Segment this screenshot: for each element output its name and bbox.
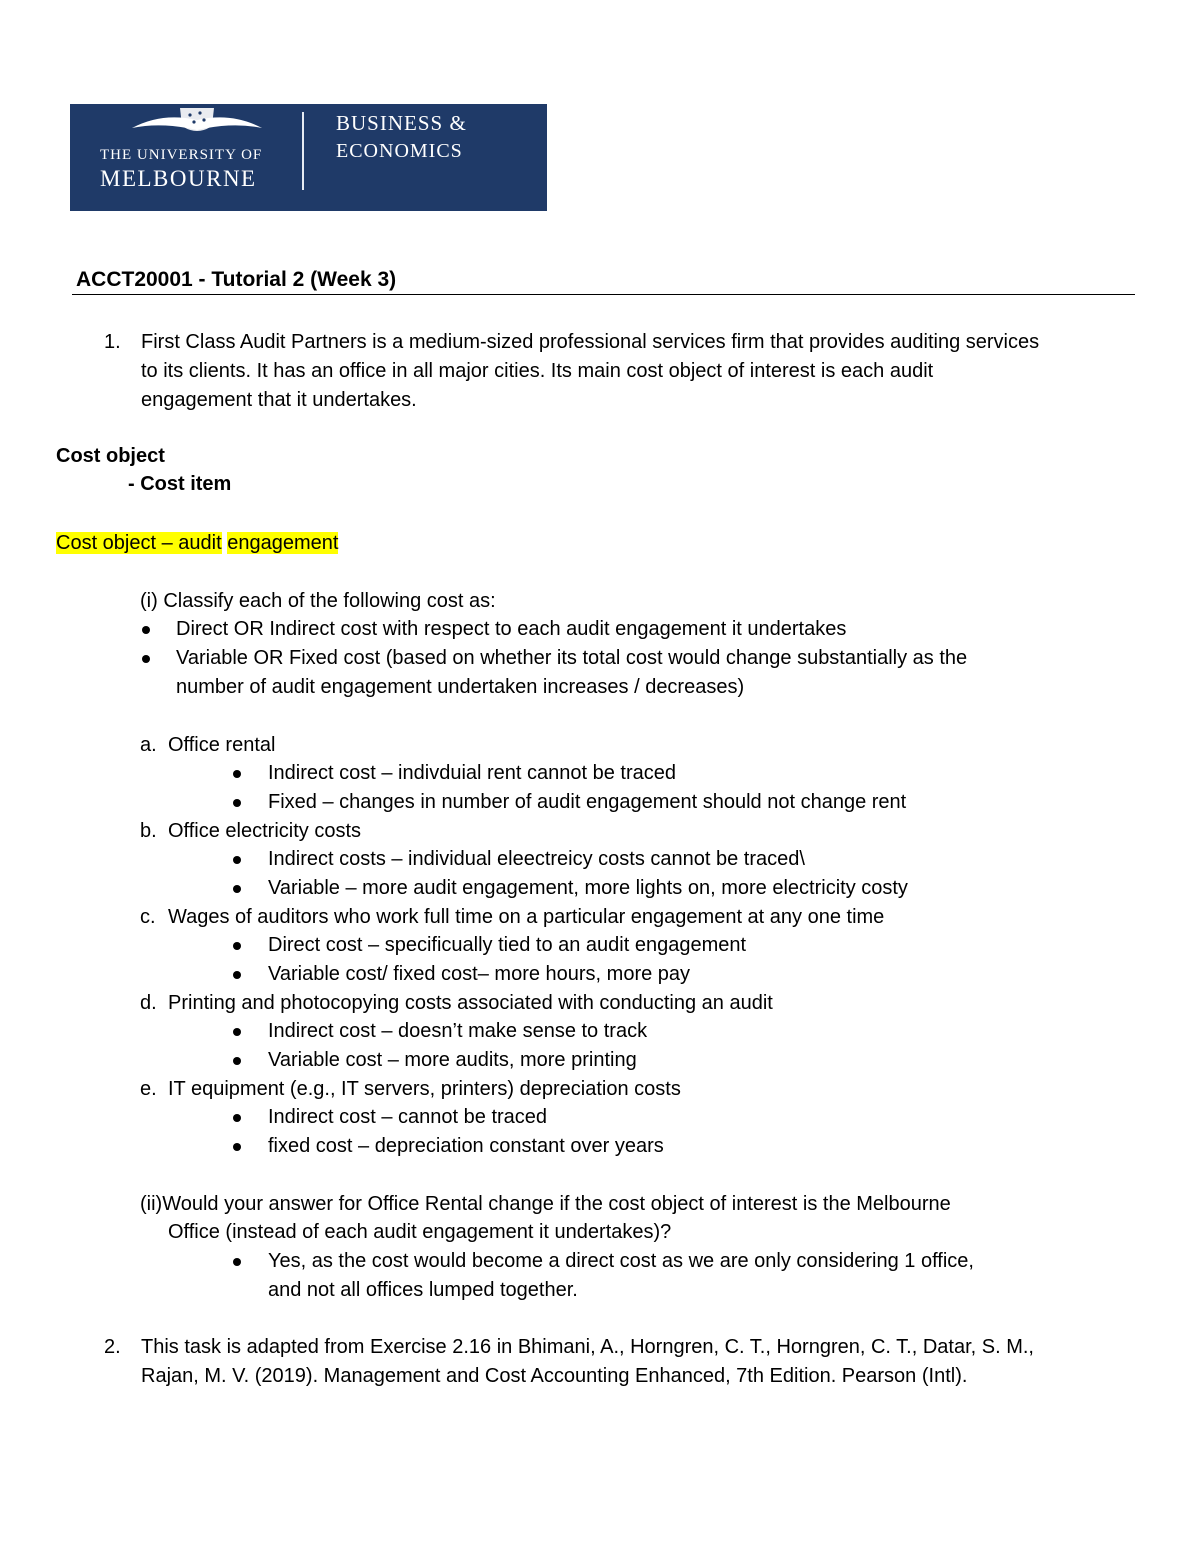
question-1-text: First Class Audit Partners is a medium-sized professional services firm that provides auditing services to its clients. It has an office in all major cities. Its main cost object of interest is each audit engagement that it undertakes.: [141, 331, 1040, 411]
logo-university-line2: MELBOURNE: [100, 166, 257, 191]
part-i-intro: (i) Classify each of the following cost as:: [140, 590, 496, 612]
item-c-answer-1: Direct cost – specificually tied to an audit engagement: [268, 934, 747, 956]
bullet-icon: [233, 885, 241, 893]
bullet-icon: [233, 799, 241, 807]
item-a-answer-2: Fixed – changes in number of audit engagement should not change rent: [268, 791, 907, 813]
cost-object-heading: Cost object: [56, 445, 165, 467]
bullet-icon: [233, 856, 241, 864]
item-e-label: e.: [140, 1078, 157, 1100]
highlight-part2: engagement: [227, 532, 339, 554]
highlighted-cost-object: [56, 529, 338, 558]
part-ii-answer-line1: Yes, as the cost would become a direct cost as we are only considering 1 office,: [268, 1250, 974, 1272]
logo-faculty-line1: BUSINESS &: [336, 111, 467, 135]
part-i-bullet-2: Variable OR Fixed cost (based on whether its total cost would change substantially as the: [176, 647, 968, 669]
item-c-answer-2: Variable cost/ fixed cost– more hours, more pay: [268, 963, 691, 985]
item-e-title: IT equipment (e.g., IT servers, printers) depreciation costs: [168, 1078, 681, 1100]
bullet-icon: [233, 971, 241, 979]
item-b-answer-2: Variable – more audit engagement, more lights on, more electricity costy: [268, 877, 908, 899]
part-i-bullet-1: Direct OR Indirect cost with respect to each audit engagement it undertakes: [176, 618, 847, 640]
item-e-answer-2: fixed cost – depreciation constant over years: [268, 1135, 664, 1157]
bullet-icon: [233, 942, 241, 950]
item-d-title: Printing and photocopying costs associated with conducting an audit: [168, 992, 773, 1014]
university-logo: [70, 104, 547, 211]
bullet-icon: [233, 1114, 241, 1122]
title-underline: [72, 294, 1135, 295]
item-a-label: a.: [140, 734, 157, 756]
item-e-answer-1: Indirect cost – cannot be traced: [268, 1106, 548, 1128]
item-c-title: Wages of auditors who work full time on a particular engagement at any one time: [168, 906, 885, 928]
highlight-part1: Cost object – audit: [56, 532, 222, 554]
item-b-answer-1: Indirect costs – individual eleectreicy costs cannot be traced\: [268, 848, 805, 870]
item-b-label: b.: [140, 820, 157, 842]
part-ii-question-line1: (ii)Would your answer for Office Rental change if the cost object of interest is the Melbourne: [140, 1193, 951, 1215]
bullet-icon: [233, 1057, 241, 1065]
part-i-bullet-2-cont: number of audit engagement undertaken increases / decreases): [176, 676, 745, 698]
bullet-icon: [233, 1028, 241, 1036]
item-a-answer-1: Indirect cost – indivduial rent cannot be traced: [268, 762, 677, 784]
crest-icon: [122, 106, 272, 144]
question-1-number: 1.: [104, 331, 121, 353]
question-2-number: 2.: [104, 1336, 121, 1358]
item-d-label: d.: [140, 992, 157, 1014]
item-d-answer-2: Variable cost – more audits, more printing: [268, 1049, 637, 1071]
question-2: [104, 1333, 1044, 1391]
question-2-text: This task is adapted from Exercise 2.16 in Bhimani, A., Horngren, C. T., Horngren, C. T., Datar, S. M., Rajan, M. V. (2019). Management and Cost Accounting Enhanced, 7th Edition. Pearson (Intl).: [141, 1336, 1034, 1387]
bullet-icon: [142, 626, 150, 634]
bullet-icon: [233, 1258, 241, 1266]
logo-university-line1: THE UNIVERSITY OF: [100, 147, 263, 163]
bullet-icon: [142, 655, 150, 663]
logo-divider: [302, 112, 304, 190]
logo-faculty-line2: ECONOMICS: [336, 140, 463, 162]
bullet-icon: [233, 1143, 241, 1151]
document-title: ACCT20001 - Tutorial 2 (Week 3): [76, 268, 397, 291]
item-d-answer-1: Indirect cost – doesn’t make sense to track: [268, 1020, 648, 1042]
cost-item-heading: - Cost item: [128, 473, 232, 495]
part-ii-question-line2: Office (instead of each audit engagement it undertakes)?: [168, 1221, 672, 1243]
item-b-title: Office electricity costs: [168, 820, 362, 842]
item-c-label: c.: [140, 906, 156, 928]
item-a-title: Office rental: [168, 734, 276, 756]
bullet-icon: [233, 770, 241, 778]
question-1: [104, 328, 1044, 414]
part-ii-answer-line2: and not all offices lumped together.: [268, 1279, 578, 1301]
